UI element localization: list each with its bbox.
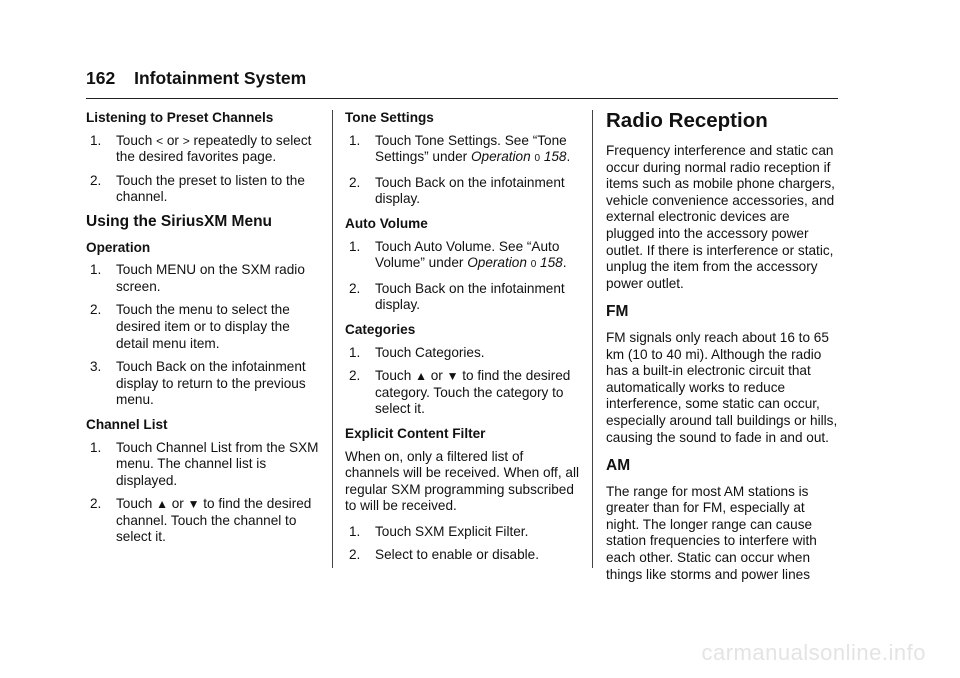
chevron-right-icon: > (182, 133, 190, 148)
page-ref-icon: 0 (534, 153, 541, 165)
list-item: 3. Touch Back on the infotainment display to return to the previous menu. (90, 359, 306, 408)
list-item: 2. Touch ▲ or ▼ to find the desired channel. Touch the channel to select it. (90, 496, 312, 545)
categories-heading: Categories (345, 321, 416, 337)
column-divider-1 (332, 110, 333, 568)
operation-steps (86, 262, 322, 409)
list-item: 2. Touch Back on the infotainment display. (349, 174, 565, 207)
preset-steps (86, 133, 322, 206)
explicit-paragraph: When on, only a filtered list of channels will be received. When off, all regular SXM programming subscribed to will be received. (345, 448, 579, 514)
auto-steps (345, 239, 581, 314)
fm-paragraph: FM signals only reach about 16 to 65 km (10 to 40 mi). Although the radio has a built-in electronic circuit that automatically works to reduce interference, some static can occur, especially around tall buildings or hills, causing the sound to fade in and out. (606, 329, 838, 445)
column-divider-2 (592, 110, 593, 568)
preset-heading: Listening to Preset Channels (86, 110, 274, 125)
watermark: carmanualsonline.info (701, 640, 926, 666)
reception-paragraph: Frequency interference and static can occur during normal radio reception if items such as mobile phone chargers, vehicle convenience accessories, and external electronic devices are plugged into the accessory power outlet. If there is interference or static, unplug the item from the accessory power outlet. (606, 143, 835, 291)
operation-heading: Operation (86, 239, 151, 255)
fm-heading: FM (606, 303, 629, 321)
radio-reception-heading: Radio Reception (606, 109, 768, 132)
column-2 (345, 110, 581, 572)
list-item: 1. Touch Auto Volume. See “Auto Volume” under Operation 0 158. (349, 238, 567, 271)
page-header (86, 70, 306, 87)
list-item: 1. Touch SXM Explicit Filter. (349, 523, 529, 539)
category-steps (345, 345, 581, 418)
list-item: 1. Touch MENU on the SXM radio screen. (90, 262, 305, 294)
list-item: 2. Select to enable or disable. (349, 547, 539, 563)
arrow-up-icon: ▲ (156, 497, 168, 512)
arrow-down-icon: ▼ (187, 497, 200, 512)
siriusxm-heading: Using the SiriusXM Menu (86, 212, 273, 230)
list-item: 2. Touch ▲ or ▼ to find the desired category. Touch the category to select it. (349, 368, 571, 417)
column-1 (86, 110, 322, 554)
explicit-steps (345, 524, 581, 564)
arrow-up-icon: ▲ (415, 369, 427, 384)
column-3 (606, 110, 838, 592)
chevron-left-icon: < (156, 133, 164, 148)
am-heading: AM (606, 457, 631, 475)
auto-volume-heading: Auto Volume (345, 215, 428, 231)
page-number: 162 (86, 68, 116, 88)
tone-heading: Tone Settings (345, 110, 434, 125)
list-item: 2. Touch the menu to select the desired item or to display the detail menu item. (90, 302, 290, 351)
page-ref-icon: 0 (530, 259, 537, 271)
list-item: 1. Touch Tone Settings. See “Tone Settings” under Operation 0 158. (349, 132, 571, 165)
channel-steps (86, 440, 322, 547)
list-item: 1. Touch < or > repeatedly to select the desired favorites page. (90, 132, 312, 165)
section-title: Infotainment System (134, 68, 307, 88)
page-link[interactable]: 158 (540, 255, 563, 271)
list-item: 1. Touch Categories. (349, 344, 485, 360)
explicit-heading: Explicit Content Filter (345, 425, 486, 441)
list-item: 2. Touch Back on the infotainment display. (349, 280, 565, 313)
list-item: 1. Touch Channel List from the SXM menu. The channel list is displayed. (90, 439, 319, 488)
page-link[interactable]: 158 (543, 149, 567, 165)
header-rule (86, 98, 838, 99)
am-paragraph: The range for most AM stations is greater than for FM, especially at night. The longer range can cause station frequencies to interfere with each other. Static can occur when things like storms and power lines (606, 483, 817, 582)
tone-steps (345, 133, 581, 208)
list-item: 2. Touch the preset to listen to the channel. (90, 172, 305, 205)
channel-list-heading: Channel List (86, 416, 168, 432)
arrow-down-icon: ▼ (446, 369, 459, 384)
